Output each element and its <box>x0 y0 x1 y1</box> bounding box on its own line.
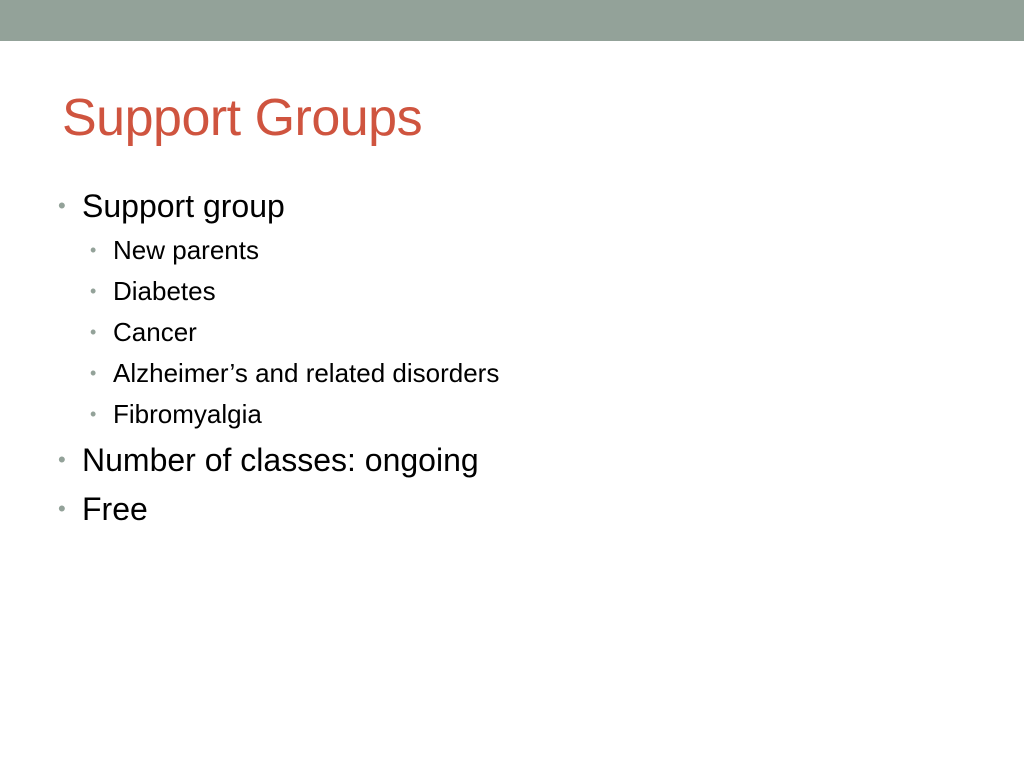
bullet-text: Number of classes: ongoing <box>82 442 479 478</box>
bullet-dot-icon: • <box>58 447 66 472</box>
bullet-text: Free <box>82 491 148 527</box>
sub-bullet-text: New parents <box>113 235 259 265</box>
sub-bullet-text: Fibromyalgia <box>113 399 262 429</box>
bullet-dot-icon: • <box>90 322 97 342</box>
bullet-dot-icon: • <box>90 363 97 383</box>
sub-bullet-text: Diabetes <box>113 276 216 306</box>
bullet-text: Support group <box>82 188 285 224</box>
top-accent-band <box>0 0 1024 41</box>
bullet-dot-icon: • <box>90 281 97 301</box>
sub-bullet-text: Alzheimer’s and related disorders <box>113 358 500 388</box>
bullet-dot-icon: • <box>90 240 97 260</box>
slide-title: Support Groups <box>62 89 423 147</box>
bullet-dot-icon: • <box>58 193 66 218</box>
sub-bullet-text: Cancer <box>113 317 197 347</box>
bullet-dot-icon: • <box>90 404 97 424</box>
bullet-dot-icon: • <box>58 496 66 521</box>
